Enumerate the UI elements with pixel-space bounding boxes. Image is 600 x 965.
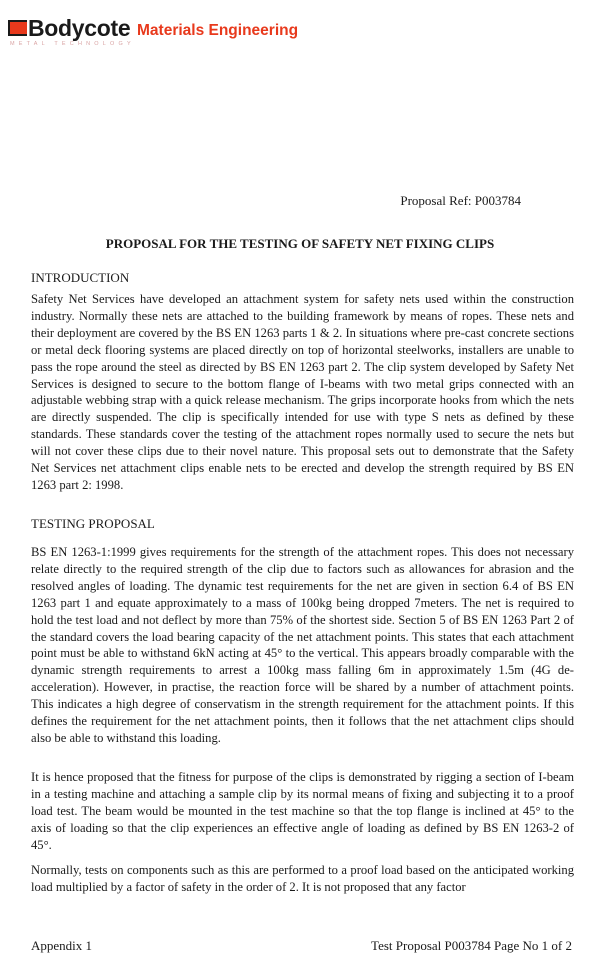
section-heading-testing-proposal: TESTING PROPOSAL bbox=[31, 516, 155, 531]
document-title: PROPOSAL FOR THE TESTING OF SAFETY NET FIXING CLIPS bbox=[105, 236, 495, 251]
logo-brand: Bodycote bbox=[28, 15, 131, 41]
proposal-ref: Proposal Ref: P003784 bbox=[400, 193, 521, 208]
footer-page-number: Test Proposal P003784 Page No 1 of 2 bbox=[371, 938, 572, 953]
section-heading-introduction: INTRODUCTION bbox=[31, 270, 130, 285]
logo-subtitle: METAL TECHNOLOGY bbox=[10, 41, 135, 47]
testing-paragraph-1: BS EN 1263-1:1999 gives requirements for the strength of the attachment ropes. This does not necessary relate directly to the required strength of the clip due to factors such as allowances for abrasion and the resolved angles of loading. The dynamic test requirements for the net are given in section 6.4 of BS EN 1263 part 1 and equate approximately to a mass of 100kg being dropped 7meters. The net is required to hold the test load and not deflect by more than 75% of the shortest side. Section 5 of BS EN 1263 Part 2 of the standard covers the load bearing capacity of the net attachment points. This states that each attachment point must be able to withstand 6kN acting at 45° to the vertical. This appears broadly comparable with the dynamic strength requirements to arrest a 100kg mass falling 6m in approximately 1.5m (4G de-acceleration). However, in practise, the reaction force will be shared by a number of attachment points. This indicates a high degree of conservatism in the strength requirement for the attachment points. If this defines the requirement for the net attachment points, then it follows that the net attachment clips should also be able to withstand this loading. bbox=[31, 545, 574, 745]
footer-appendix: Appendix 1 bbox=[31, 938, 93, 953]
logo-tagline: Materials Engineering bbox=[137, 22, 299, 39]
testing-paragraph-3: Normally, tests on components such as this are performed to a proof load based on the anticipated working load multiplied by a factor of safety in the order of 2. It is not proposed that any factor bbox=[31, 863, 574, 894]
intro-paragraph: Safety Net Services have developed an attachment system for safety nets used within the construction industry. Normally these nets are attached to the building framework by means of ropes. These nets and their deployment are covered by the BS EN 1263 parts 1 & 2. In situations where pre-cast concrete sections or metal deck flooring systems are placed directly on top of horizontal steelworks, installers are unable to pass the rope around the steel as directed by BS EN 1263 part 2. The clip system developed by Safety Net Services is designed to secure to the bottom flange of I-beams with two metal grips connected with an adjustable webbing strap with a quick release mechanism. The grips incorporate hooks from which the nets are directly suspended. The clip is specifically intended for use with type S nets as defined by these standards. These standards cover the testing of the attachment ropes normally used to secure the nets but will not cover these clips due to their novel nature. This proposal sets out to demonstrate that the Safety Net Services net attachment clips enable nets to be erected and develop the strength required by BS EN 1263 part 2: 1998. bbox=[31, 292, 574, 492]
logo-mark-icon bbox=[8, 20, 27, 36]
testing-paragraph-2: It is hence proposed that the fitness for purpose of the clips is demonstrated by rigging a section of I-beam in a testing machine and attaching a sample clip by its normal means of fixing and subjecting it to a proof load test. The beam would be mounted in the test machine so that the top flange is inclined at 45° to the axis of loading so that the clip experiences an effective angle of loading as defined by BS EN 1263-2 of 45°. bbox=[31, 770, 574, 852]
